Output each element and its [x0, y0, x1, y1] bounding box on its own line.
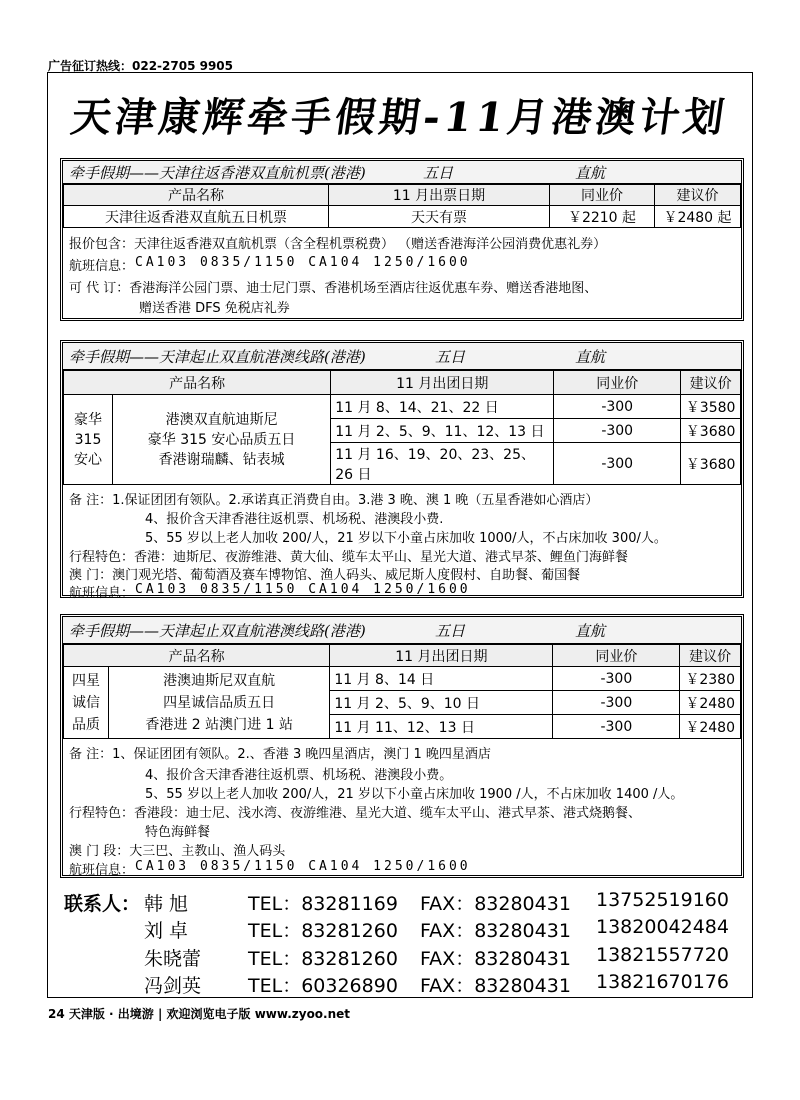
- itinerary-features-cont: 特色海鲜餐: [145, 825, 211, 840]
- suggested-price: ￥2480: [680, 691, 741, 715]
- contact-fax: FAX：83280431: [420, 920, 571, 942]
- macau-itinerary: 澳 门：澳门观光塔、葡萄酒及赛车博物馆、渔人码头、威尼斯人度假村、自助餐、葡国餐: [69, 568, 581, 583]
- flight-info: CA103 0835/1150 CA104 1250/1600: [135, 859, 471, 874]
- product-name: 天津往返香港双直航五日机票: [64, 206, 329, 228]
- peer-price: -300: [553, 715, 680, 739]
- product-desc: 香港谢瑞麟、钻表城: [158, 451, 285, 468]
- remarks-cont: 5、55 岁以上老人加收 200/人，21 岁以下小童占床加收 1000/人，不占床加收 300/人。: [145, 531, 667, 546]
- tour-date: 11 月 2、5、9、11、12、13 日: [331, 419, 554, 443]
- peer-price: -300: [553, 691, 680, 715]
- section-days: 五日: [423, 164, 454, 182]
- ticket-date: 天天有票: [329, 206, 550, 228]
- flight-info-label: 航班信息：: [69, 863, 135, 878]
- col-header: 同业价: [553, 645, 680, 667]
- tour-date: 11 月 16、19、20、23、25、26 日: [331, 443, 554, 485]
- category-cell: [64, 667, 109, 739]
- section-flight-type: 直航: [575, 164, 606, 182]
- category-text: 四星: [72, 672, 100, 689]
- section-bar: [63, 343, 741, 370]
- remarks: 备 注：1.保证团团有领队。2.承诺真正消费自由。3.港 3 晚、澳 1 晚（五星香港如心酒店）: [69, 493, 599, 508]
- product-desc-cell: [109, 667, 330, 739]
- page-title: 天津康辉牵手假期-11月港澳计划: [68, 94, 732, 141]
- ad-hotline: 广告征订热线：022-2705 9905: [48, 59, 234, 73]
- col-header: 产品名称: [64, 645, 330, 667]
- col-header: 建议价: [655, 185, 741, 206]
- peer-price: -300: [554, 443, 681, 485]
- product-desc: 港澳迪斯尼双直航: [163, 672, 276, 689]
- contact-name: 冯剑英: [144, 975, 202, 997]
- category-text: 诚信: [72, 694, 100, 711]
- category-text: 315: [74, 431, 102, 448]
- contact-tel: TEL：83281260: [248, 948, 398, 970]
- category-text: 安心: [74, 451, 102, 468]
- category-cell: [64, 395, 113, 485]
- suggested-price: ￥2480: [680, 715, 741, 739]
- col-header: 同业价: [550, 185, 655, 206]
- contact-mobile: 13820042484: [596, 916, 729, 938]
- price-includes: 报价包含：天津往返香港双直航机票（含全程机票税费） （赠送香港海洋公园消费优惠礼券）: [69, 237, 607, 252]
- col-header: 11 月出团日期: [330, 645, 553, 667]
- remarks-cont: 4、报价含天津香港往返机票、机场税、港澳段小费。: [145, 768, 453, 783]
- section-fourstar-tour: [60, 614, 744, 878]
- suggested-price: ￥3580: [681, 395, 741, 419]
- section-bar: [63, 617, 741, 644]
- suggested-price: ￥3680: [681, 419, 741, 443]
- contact-tel: TEL：83281260: [248, 920, 398, 942]
- peer-price: -300: [554, 419, 681, 443]
- product-desc: 香港进 2 站澳门进 1 站: [145, 716, 293, 733]
- contact-fax: FAX：83280431: [420, 893, 571, 915]
- col-header: 11 月出团日期: [331, 371, 554, 395]
- contact-mobile: 13821670176: [596, 971, 729, 993]
- tour-date: 11 月 8、14、21、22 日: [331, 395, 554, 419]
- contact-name: 朱晓蕾: [144, 948, 202, 970]
- section-luxury-tour: [60, 340, 744, 601]
- section-flight-type: 直航: [575, 348, 606, 366]
- contact-name: 韩 旭: [144, 893, 189, 915]
- section-days: 五日: [435, 622, 466, 640]
- remarks-cont: 4、报价含天津香港往返机票、机场税、港澳段小费.: [145, 512, 444, 527]
- section-days: 五日: [435, 348, 466, 366]
- col-header: 建议价: [681, 371, 741, 395]
- section-title: 牵手假期——天津往返香港双直航机票(港港): [69, 164, 366, 182]
- peer-price: -300: [554, 395, 681, 419]
- page-footer: 24 天津版 · 出境游 | 欢迎浏览电子版 www.zyoo.net: [48, 1007, 351, 1021]
- flight-info-label: 航班信息：: [69, 259, 135, 274]
- contact-fax: FAX：83280431: [420, 948, 571, 970]
- suggested-price: ￥2380: [680, 667, 741, 691]
- price-table: [63, 370, 741, 485]
- flight-info: CA103 0835/1150 CA104 1250/1600: [135, 582, 471, 597]
- contact-tel: TEL：83281169: [248, 893, 398, 915]
- price-table: [63, 184, 741, 228]
- itinerary-features: 行程特色：香港：迪斯尼、夜游维港、黄大仙、缆车太平山、星光大道、港式早茶、鲤鱼门海鲜餐: [69, 550, 629, 565]
- category-text: 豪华: [74, 411, 102, 428]
- section-flight-type: 直航: [575, 622, 606, 640]
- itinerary-features: 行程特色：香港段：迪士尼、浅水湾、夜游维港、星光大道、缆车太平山、港式早茶、港式烧鹅餐、: [69, 806, 642, 821]
- section-airticket: [60, 158, 744, 321]
- section-title: 牵手假期——天津起止双直航港澳线路(港港): [69, 622, 366, 640]
- contact-label: 联系人：: [64, 893, 141, 915]
- col-header: 11 月出票日期: [329, 185, 550, 206]
- contact-mobile: 13752519160: [596, 889, 729, 911]
- optional-booking: 可 代 订：香港海洋公园门票、迪士尼门票、香港机场至酒店往返优惠车券、赠送香港地图、: [69, 281, 598, 296]
- contact-fax: FAX：83280431: [420, 975, 571, 997]
- section-title: 牵手假期——天津起止双直航港澳线路(港港): [69, 348, 366, 366]
- macau-itinerary: 澳 门 段：大三巴、主教山、渔人码头: [69, 844, 286, 859]
- peer-price: -300: [553, 667, 680, 691]
- col-header: 同业价: [554, 371, 681, 395]
- tour-date: 11 月 11、12、13 日: [330, 715, 553, 739]
- contact-name: 刘 卓: [144, 920, 189, 942]
- product-desc: 港澳双直航迪斯尼: [165, 411, 278, 428]
- flight-info: CA103 0835/1150 CA104 1250/1600: [135, 255, 471, 270]
- tour-date: 11 月 8、14 日: [330, 667, 553, 691]
- col-header: 产品名称: [64, 185, 329, 206]
- price-table: [63, 644, 741, 739]
- flight-info-label: 航班信息：: [69, 586, 135, 601]
- col-header: 建议价: [680, 645, 741, 667]
- peer-price: ￥2210 起: [550, 206, 655, 228]
- category-text: 品质: [72, 716, 100, 733]
- suggested-price: ￥3680: [681, 443, 741, 485]
- contact-tel: TEL：60326890: [248, 975, 398, 997]
- remarks-cont: 5、55 岁以上老人加收 200/人，21 岁以下小童占床加收 1900 /人，不占床加收 1400 /人。: [145, 787, 684, 802]
- product-desc: 豪华 315 安心品质五日: [147, 431, 296, 448]
- product-desc: 四星诚信品质五日: [163, 694, 276, 711]
- contact-mobile: 13821557720: [596, 944, 729, 966]
- remarks: 备 注：1、保证团团有领队。2.、香港 3 晚四星酒店，澳门 1 晚四星酒店: [69, 747, 491, 762]
- suggested-price: ￥2480 起: [655, 206, 741, 228]
- optional-booking-cont: 赠送香港 DFS 免税店礼券: [139, 301, 290, 316]
- product-desc-cell: [113, 395, 331, 485]
- tour-date: 11 月 2、5、9、10 日: [330, 691, 553, 715]
- section-bar: [63, 161, 741, 184]
- col-header: 产品名称: [64, 371, 331, 395]
